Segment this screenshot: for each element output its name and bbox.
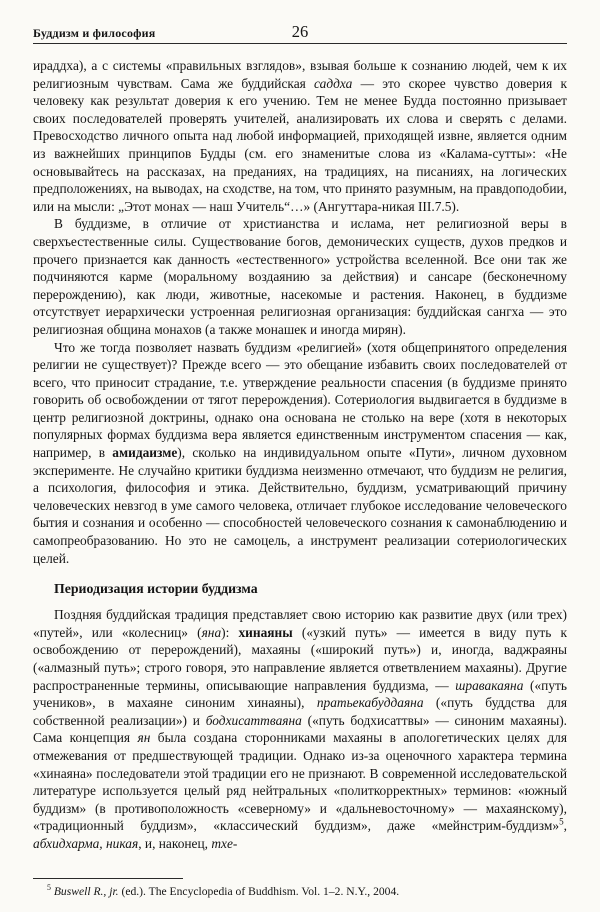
running-title: Буддизм и философия <box>33 26 156 40</box>
paragraph: Что же тогда позволяет назвать буддизм «религией» (хотя общепринятого определения религии не существует)? Прежде всего — это обещание избавить своих последователей от всего, что приносит страдание, т.е. утверждение реальности спасения (в буддизме принято говорить об освобождении от тягот перерождения). Сотериология выдвигается в буддизме в центр религиозной доктрины, однако она основана не столько на вере (хотя в некоторых популярных формах буддизма вера является единственным инструментом спасения — как, например, в амидаизме), сколько на индивидуальном опыте «Пути», личном духовном эксперименте. Не случайно критики буддизма неизменно отмечают, что буддизм не религия, а психология, философия и этика. Действительно, буддизм, усматривающий причину человеческих невзгод в уме самого человека, отличает глубокое исследование человеческого бытия и сознания и особенно — способностей человеческого сознания к самонаблюдению и самопреобразованию. Но это не самоцель, а инструмент реализации сотериологических целей. <box>33 339 567 566</box>
footnote-area <box>33 878 567 899</box>
body-section-2 <box>33 606 567 852</box>
body-text <box>33 57 567 853</box>
page-header <box>33 22 567 44</box>
body-section-1 <box>33 57 567 567</box>
paragraph: Поздняя буддийская традиция представляет свою историю как развитие двух (или трех) «путей», или «колесниц» (яна): хинаяны («узкий путь» — имеется в виду путь к освобождению от перерождений), махаяны («широкий путь») и, иногда, ваджраяны («алмазный путь»; строго говоря, это направление является ответвлением махаяны). Другие распространенные термины, описывающие направления буддизма, — шравакаяна («путь учеников», в махаяне синоним хинаяны), пратьекабуддаяна («путь буддства для собственной реализации») и бодхисаттваяна («путь бодхисаттвы» — синоним махаяны). Сама концепция ян была создана сторонниками махаяны в апологетических целях для отмежевания от предшествующей традиции. Однако из-за оценочного характера термина «хинаяна» последователи этой традиции его не признают. В современной исследовательской литературе используется целый ряд нейтральных «политкорректных» терминов: «южный буддизм» (в противоположность «северному» и «дальневосточному» — махаянскому), «традиционный буддизм», «классический буддизм», даже «мейнстрим-буддизм»$^5$, абхидхарма, никая, и, наконец, тхе- <box>33 607 568 851</box>
page-number: 26 <box>291 22 309 41</box>
paragraph: ираддха), а с системы «правильных взглядов», взывая больше к сознанию людей, чем к их религиозным чувствам. Сама же буддийская саддха — это скорее чувство доверия к человеку как результат доверия к его учению. Тем не менее Будда постоянно призывает своих последователей проверять учителей, анализировать их слова и сверять с делами. Превосходство личного опыта над любой информацией, приходящей извне, является одним из важнейших принципов Будды (см. его знаменитые слова из «Калама-сутты»: «Не основывайтесь на рассказах, на преданиях, на традициях, на писаниях, на логических предположениях, на выводах, на сходстве, на том, что принято разумным, на правдоподобии, или на мысли: „Этот монах — наш Учитель“…» (Ангуттара-никая III.7.5). <box>33 58 567 214</box>
footnote-text: $^5$ Buswell R., jr. (ed.). The Encyclopedia of Buddhism. Vol. 1–2. N.Y., 2004. <box>47 883 400 898</box>
paragraph: В буддизме, в отличие от христианства и ислама, нет религиозной веры в сверхъестественные силы. Существование богов, демонических существ, духов предков и прочего признается как данность «естественного» устройства вселенной. Все они так же подчиняются карме (моральному воздаянию за действия) и сансаре (бесконечному перерождению), как люди, животные, насекомые и растения. Наконец, в буддизме отсутствует иерархически устроенная религиозная организация: буддийская сангха — это религиозная община монахов (а также монашек и иногда мирян). <box>33 216 567 337</box>
footnote-divider <box>33 878 183 879</box>
section-heading: Периодизация истории буддизма <box>54 581 258 597</box>
